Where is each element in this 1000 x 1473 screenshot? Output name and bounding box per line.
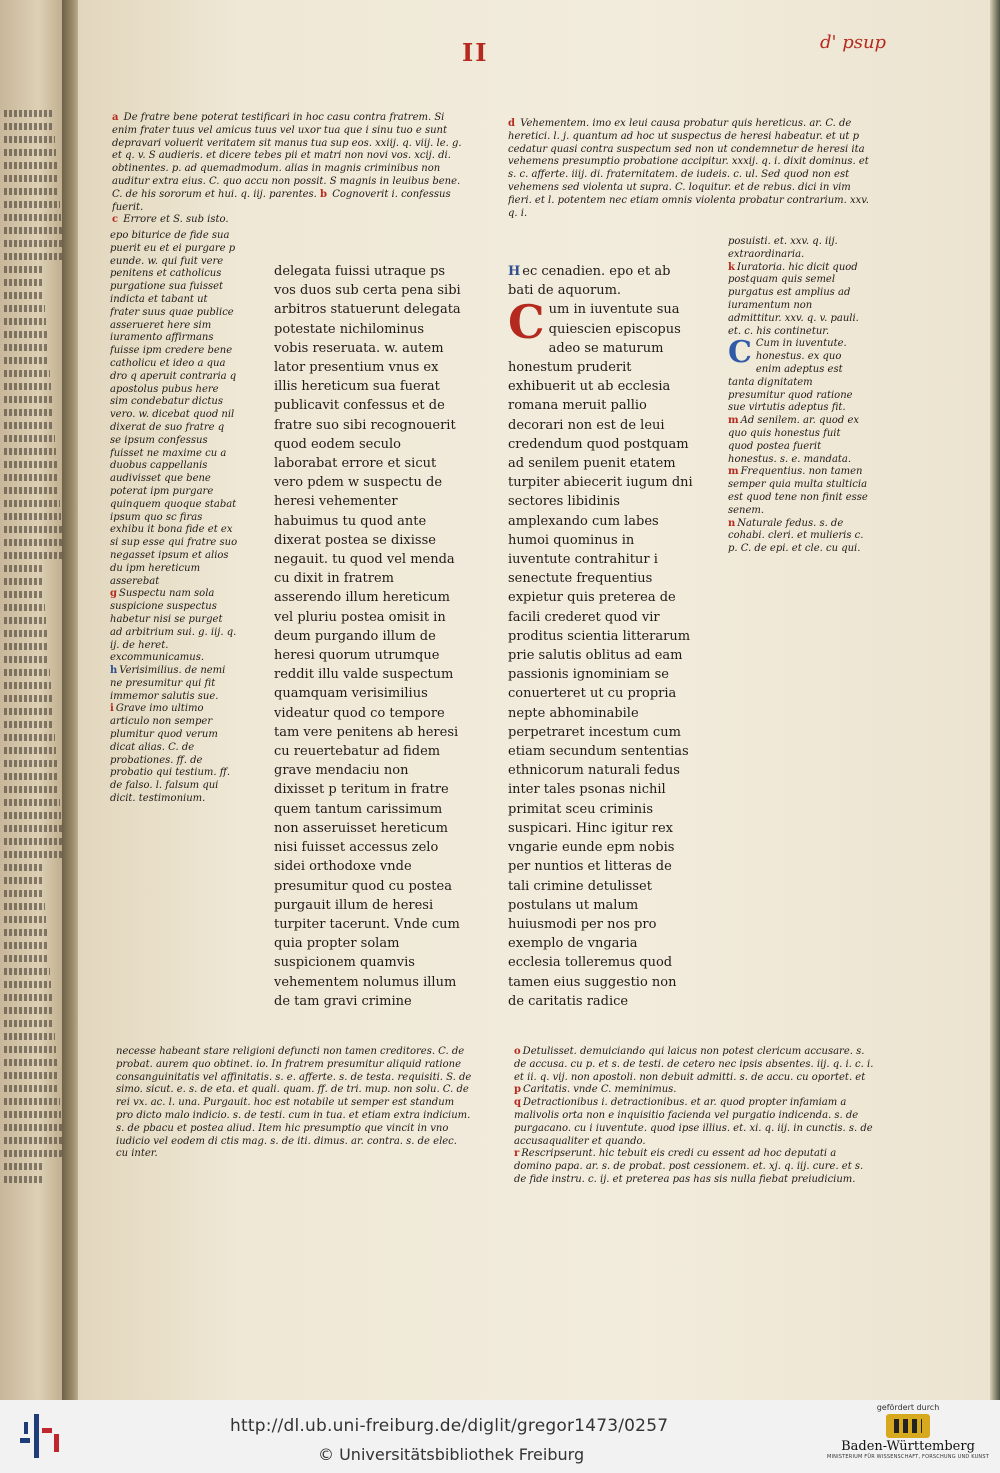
left-page-text-line xyxy=(4,539,63,546)
left-page-text-line xyxy=(4,344,48,351)
gloss-text: Errore et S. sub isto. xyxy=(123,214,229,222)
left-page-text-line xyxy=(4,721,54,728)
left-page-text-line xyxy=(4,422,54,429)
left-page-text-line xyxy=(4,877,43,884)
left-page-text-line xyxy=(4,305,45,312)
left-page-text-line xyxy=(4,682,51,689)
viewer-footer xyxy=(0,1400,1000,1473)
left-page-text-line xyxy=(4,708,53,715)
chapter-heading xyxy=(508,262,694,300)
gloss-paragraph: g Suspectu nam sola suspicione suspectus habetur nisi se purget ad arbitrium sui. g. iij. q. ij. de heret. excommunicamus. xyxy=(110,588,237,664)
gloss-text: Grave imo ultimo articulo non semper plumitur quod verum dicat alias. C. de probationes. ff. de probatio qui testium. ff. de falso. l. falsum qui dicit. testimonium. xyxy=(110,703,231,805)
main-column-a xyxy=(274,262,462,1012)
gloss-paragraph: posuisti. et. xxv. q. iij. extraordinaria. xyxy=(728,236,838,260)
left-page-text-line xyxy=(4,175,58,182)
left-page-text-line xyxy=(4,201,60,208)
left-page-text-line xyxy=(4,435,55,442)
left-page-text-line xyxy=(4,591,44,598)
drop-initial-blue: C xyxy=(728,335,752,371)
left-page-text-line xyxy=(4,1059,57,1066)
left-page-text-line xyxy=(4,188,59,195)
left-page-text-line xyxy=(4,799,60,806)
gloss-paragraph xyxy=(514,1097,874,1148)
gloss-paragraph: k Iuratoria. hic dicit quod postquam quis semel purgatus est amplius ad iuramentum non admittitur. xxv. q. v. pauli. et. c. his continetur. xyxy=(728,261,859,337)
left-page-text-line xyxy=(4,1163,42,1170)
funder-block xyxy=(820,1403,996,1471)
gloss-paragraph: Cum in iuventute. honestus. ex quo enim adeptus est tanta dignitatem presumitur quod ratione sue virtutis adeptus fit. xyxy=(728,338,853,414)
left-page-text-line xyxy=(4,253,64,260)
left-page-text-line xyxy=(4,916,46,923)
left-page-fragment xyxy=(0,0,70,1400)
left-page-text-line xyxy=(4,149,56,156)
left-page-text-line xyxy=(4,786,59,793)
gloss-paragraph: m Ad senilem. ar. quod ex quo quis honestus fuit quod postea fuerit honestus. s. e. mandata. xyxy=(728,415,860,465)
left-page-text-line xyxy=(4,1150,64,1157)
gloss-top-right xyxy=(508,118,870,236)
lemma-marker: o xyxy=(514,1046,521,1057)
gloss-text: Caritatis. vnde C. meminimus. xyxy=(523,1084,677,1096)
gloss-text: Cognoverit i. confessus fuerit. xyxy=(112,188,451,213)
lemma-marker: r xyxy=(514,1148,520,1160)
left-page-text-line xyxy=(4,747,56,754)
main-column-b xyxy=(508,262,694,1007)
gloss-paragraph xyxy=(514,1148,874,1186)
gloss-text: Naturale fedus. s. de cohabi. cleri. et mulieris c. p. C. de epi. et cle. cu qui. xyxy=(728,517,864,555)
library-logo-icon xyxy=(14,1414,62,1458)
left-page-text-line xyxy=(4,617,46,624)
folio-number: II xyxy=(462,38,489,67)
left-page-text-line xyxy=(4,487,59,494)
left-page-text-line xyxy=(4,929,47,936)
left-page-text-line xyxy=(4,240,63,247)
left-page-text-line xyxy=(4,604,45,611)
left-page-text-line xyxy=(4,214,61,221)
gloss-paragraph: n Naturale fedus. s. de cohabi. cleri. et mulieris c. p. C. de epi. et cle. cu qui. xyxy=(728,517,864,555)
state-crest-icon xyxy=(886,1414,930,1438)
gloss-left-column xyxy=(110,230,238,1040)
left-page-text-line xyxy=(4,1072,58,1079)
left-page-text-line xyxy=(4,461,57,468)
gloss-paragraph: h Verisimilius. de nemi ne presumitur qui fit immemor salutis sue. xyxy=(110,665,226,702)
gloss-paragraph: i Grave imo ultimo articulo non semper plumitur quod verum dicat alias. C. de probationes. ff. de probatio qui testium. ff. de falso. l. falsum qui dicit. testimonium. xyxy=(110,703,231,805)
left-page-text-line xyxy=(4,500,60,507)
lemma-marker: c xyxy=(112,214,119,222)
gloss-paragraph xyxy=(112,214,464,222)
left-page-text-line xyxy=(4,474,58,481)
left-page-text-line xyxy=(4,578,43,585)
gloss-right-column xyxy=(728,236,868,1036)
heading-text: ec cenadien. epo et ab bati de aquorum. xyxy=(508,264,671,299)
left-page-text-line xyxy=(4,968,50,975)
left-page-text-line xyxy=(4,1020,54,1027)
ministry-name: MINISTERIUM FÜR WISSENSCHAFT, FORSCHUNG UND KUNST xyxy=(826,1454,990,1460)
left-page-text-line xyxy=(4,279,43,286)
left-page-text-line xyxy=(4,383,51,390)
left-page-text-line xyxy=(4,136,55,143)
left-page-text-line xyxy=(4,292,44,299)
left-page-text-line xyxy=(4,396,52,403)
left-page-text-line xyxy=(4,123,54,130)
left-page-text-line xyxy=(4,838,63,845)
left-page-text-line xyxy=(4,409,53,416)
gloss-text: Frequentius. non tamen semper quia multa stulticia est quod tene non finit esse senem. xyxy=(728,466,868,516)
heading-initial: H xyxy=(508,264,521,279)
left-page-text-line xyxy=(4,1124,62,1131)
running-head: d' psup xyxy=(820,32,887,53)
lemma-marker: a xyxy=(112,112,119,123)
gloss-paragraph xyxy=(514,1046,874,1084)
gloss-paragraph xyxy=(508,118,870,220)
left-page-text-line xyxy=(4,994,52,1001)
left-page-text-line xyxy=(4,851,64,858)
left-page-text-line xyxy=(4,331,47,338)
state-name: Baden-Württemberg xyxy=(841,1439,975,1454)
left-page-text-line xyxy=(4,552,64,559)
left-page-text-line xyxy=(4,370,50,377)
left-page-text-line xyxy=(4,890,44,897)
left-page-text-line xyxy=(4,955,49,962)
left-page-text-line xyxy=(4,162,57,169)
left-page-text-line xyxy=(4,825,62,832)
lemma-marker: d xyxy=(508,118,515,129)
gloss-bottom-left xyxy=(116,1046,472,1196)
left-page-text-line xyxy=(4,981,51,988)
gloss-text: De fratre bene poterat testificari in hoc casu contra fratrem. Si enim frater tuus vel amicus tuus vel uxor tua que i sinu tuo e sunt depravari voluerit veritatem sit manus tua sup eos. xxiij. q. viij. le. g. et q. v. S audieris. et dicere tebes pii et matri non novi vos. xcij. di. obtinentes. p. ad quemadmodum. alias in magnis criminibus non auditur extra eius. C. quo accu non possit. S magnis in leuibus bene. C. de his sororum et hui. q. iij. parentes. xyxy=(112,112,462,200)
lemma-marker: b xyxy=(320,188,328,200)
gloss-text: Ad senilem. ar. quod ex quo quis honestus fuit quod postea fuerit honestus. s. e. mandata. xyxy=(728,415,860,465)
left-page-text-line xyxy=(4,526,62,533)
gloss-text: Detractionibus i. detractionibus. et ar. quod propter infamiam a malivolis orta non e inquisitio facienda vel purgatio indicenda. s. de purgacano. cu i iuventute. quod ipse illius. et. xi. q. iij. in cunctis. s. de accusaqualiter et quando. xyxy=(514,1097,873,1147)
funded-by-label: gefördert durch xyxy=(876,1403,940,1412)
left-page-text-line xyxy=(4,942,48,949)
gloss-paragraph xyxy=(514,1084,874,1097)
left-page-text-line xyxy=(4,1111,61,1118)
left-page-text-line xyxy=(4,227,62,234)
gloss-bottom-right xyxy=(514,1046,874,1196)
gloss-text: Verisimilius. de nemi ne presumitur qui fit immemor salutis sue. xyxy=(110,665,226,702)
left-page-text-line xyxy=(4,318,46,325)
left-page-text-line xyxy=(4,669,50,676)
gloss-text: Vehementem. imo ex leui causa probatur quis hereticus. ar. C. de heretici. l. j. quantum ad hoc ut suspectus de heresi habeatur. et ut p cedatur quasi contra suspectum sed non ut condemnetur de heresi ita vehemens presumptio probatione accipitur. xxxij. q. i. dixit dominus. et s. c. afferte. iiij. di. fraternitatem. de iudeis. c. ul. Sed quod non est vehemens sed violenta ut supra. C. loquitur. et de rebus. dici in vim fieri. et l. potentem nec etiam omnis violenta probatur contrarium. xxv. q. i. xyxy=(508,118,869,219)
left-page-text-line xyxy=(4,1137,63,1144)
left-page-text-line xyxy=(4,656,49,663)
page-edge xyxy=(990,0,1000,1400)
gloss-paragraph: m Frequentius. non tamen semper quia multa stulticia est quod tene non finit esse senem. xyxy=(728,466,868,516)
left-page-text-line xyxy=(4,630,47,637)
gloss-top-left xyxy=(112,112,464,222)
gloss-paragraph xyxy=(112,112,464,214)
left-page-text-line xyxy=(4,1098,60,1105)
left-page-text-line xyxy=(4,773,58,780)
left-page-text-line xyxy=(4,695,52,702)
left-page-text-line xyxy=(4,1007,53,1014)
left-page-text-line xyxy=(4,812,61,819)
gloss-paragraph: epo biturice de fide sua puerit eu et ei purgare p eunde. w. qui fuit vere penitens et catholicus purgatione sua fuisset indicta et tabant ut frater suus quae publice asserueret here sim iuramento affirmans fuisse ipm credere bene catholicu et ideo a qua dro q aperuit contraria q apostolus pubus here sim condebatur dictus vero. w. dicebat quod nil dixerat de suo fratre q se ipsum confessus fuisset ne maxime cu a duobus cappellanis audivisset que bene poterat ipm purgare quinquem quoque stabat ipsum quo sc firas exhibu it bona fide et ex si sup esse qui fratre suo negasset ipsum et alios du ipm hereticum asserebat xyxy=(110,230,238,587)
left-page-text-line xyxy=(4,1176,43,1183)
main-text: um in iuventute sua quiescien episcopus adeo se maturum honestum pruderit exhibuerit ut ab ecclesia romana meruit pallio decorari non est de leui credendum quod postquam ad senilem puenit etatem turpiter abiecerit iugum dni sectores libidinis amplexando cum labes humoi quominus in iuventute contrahitur i senectute frequentius expietur quis preterea de facili crederet quod vir proditus scientia litterarum prie salutis oblitus ad eam passionis ignominiam se conuerteret ut cu propria nepte abhominabile perpetraret incestum cum etiam secundum sententias ethnicorum naturali fedus inter tales psonas nichil primitat sceu criminis suspicari. Hinc igitur rex vngarie eunde epm nobis per nuntios et litteras de tali crimine detulisset postulans ut malum huiusmodi per nos pro exemplo de vngaria ecclesia tolleremus quod tamen eius suggestio non de caritatis radice xyxy=(508,302,693,1007)
gloss-text: Iuratoria. hic dicit quod postquam quis semel purgatus est amplius ad iuramentum non admittitur. xxv. q. v. pauli. et. c. his continetur. xyxy=(728,261,859,337)
left-page-text-line xyxy=(4,266,42,273)
left-page-text-line xyxy=(4,565,42,572)
gloss-text: Detulisset. demuiciando qui laicus non potest clericum accusare. s. de accusa. cu p. et s. de testi. de cetero nec ipsis absentes. iij. q. i. c. i. et ii. q. vij. non apostoli. non debuit admitti. s. de accu. cu oportet. et xyxy=(514,1046,874,1083)
permalink-url[interactable]: http://dl.ub.uni-freiburg.de/diglit/gregor1473/0257 xyxy=(230,1416,669,1436)
left-page-text-line xyxy=(4,513,61,520)
gloss-paragraph: necesse habeant stare religioni defuncti non tamen creditores. C. de probat. aurem quo obtinet. io. In fratrem presumitur aliquid ratione consanguinitatis vel affinitatis. s. e. afferte. s. de testa. requisiti. S. de simo. sicut. e. s. de eta. et quali. quam. ff. de tri. mup. non solu. C. de rei vx. ac. l. una. Purgauit. hoc est notabile ut semper est standum pro dicto malo indicio. s. de testi. cum in tua. et etiam extra indicium. s. de pbacu et postea aliud. Item hic presumptio que vincit in vno iudicio vel eodem di ctis mag. s. de iti. dimus. ar. contra. s. de elec. cu inter. xyxy=(116,1046,472,1160)
left-page-text-line xyxy=(4,760,57,767)
gloss-text: Suspectu nam sola suspicione suspectus habetur nisi se purget ad arbitrium sui. g. iij. q. ij. de heret. excommunicamus. xyxy=(110,588,237,664)
left-page-text-line xyxy=(4,734,55,741)
left-page-text-line xyxy=(4,1085,59,1092)
left-page-text-line xyxy=(4,1033,55,1040)
main-text: delegata fuissi utraque ps vos duos sub certa pena sibi arbitros statuerunt delegata potestate nichilominus vobis reseruata. w. autem lator presentium vnus ex illis hereticum sua fuerat publicavit confessus et de fratre suo sibi recognouerit quod eodem seculo laborabat errore et sicut vero pdem w suspectu de heresi vehementer habuimus tu quod ante dixerat postea se dixisse negauit. tu quod vel menda cu dixit in fratrem asserendo illum hereticum vel pluriu postea omisit in deum purgando illum de heresi quorum utrumque reddit illu valde suspectum quamquam verisimilius videatur quod co tempore tam vere penitens ab heresi cu reuertebatur ad fidem grave mendaciu non dixisset p teritum in fratre quem tantum carissimum non asseruisset hereticum nisi fuisset accessus zelo sidei orthodoxe vnde presumitur quod cu postea purgauit illum de heresi turpiter tacerunt. Vnde cum quia propter solam suspicionem quamvis vehementem nolumus illum de tam gravi crimine xyxy=(274,264,461,1009)
left-page-text-line xyxy=(4,448,56,455)
left-page-text-line xyxy=(4,110,53,117)
left-page-text-line xyxy=(4,864,42,871)
lemma-marker: p xyxy=(514,1084,521,1096)
lemma-marker: q xyxy=(514,1097,521,1109)
left-page-text-line xyxy=(4,357,49,364)
copyright-notice: © Universitätsbibliothek Freiburg xyxy=(318,1445,585,1464)
left-page-text-line xyxy=(4,903,45,910)
left-page-text-line xyxy=(4,1046,56,1053)
left-page-text-line xyxy=(4,643,48,650)
gloss-text: Rescripserunt. hic tebuit eis credi cu essent ad hoc deputati a domino papa. ar. s. de probat. post cessionem. et. xj. q. iij. cure. et s. de fide instru. c. ij. et preterea pas has sis nulla fiebat preiudicium. xyxy=(514,1148,864,1185)
drop-initial: C xyxy=(508,295,545,350)
